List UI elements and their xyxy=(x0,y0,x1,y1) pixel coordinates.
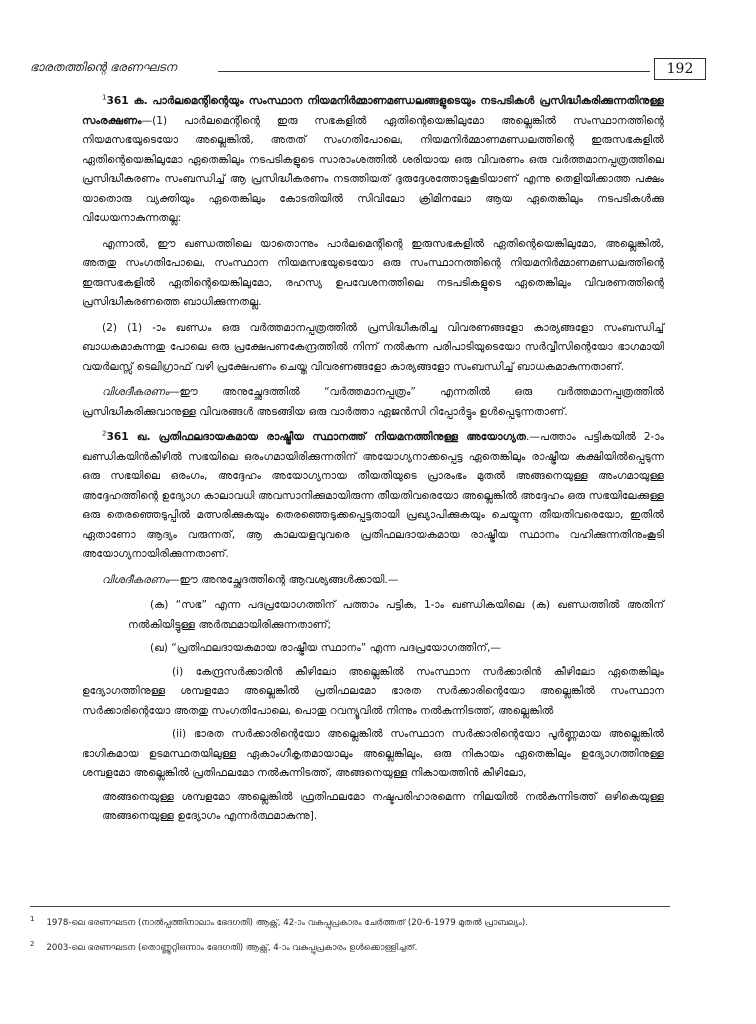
sub-item-ii: (ii) ഭാരത സർക്കാരിന്റെയോ അല്ലെങ്കിൽ സംസ്ഥാന സർക്കാരിന്റെയോ പൂർണ്ണമായ അല്ലെങ്കിൽ ഭാഗികമായ ഉടമസ്ഥതയിലുള്ള ഏകാംഗീകൃതമായാലും അല്ലെങ്കിലും, ഒരു നികായം ഏതെങ്കിലും ഉദ്യോഗത്തിനുള്ള ശമ്പളമോ അല്ലെങ്കിൽ പ്രതിഫലമോ നൽകുന്നിടത്ത്, അങ്ങനെയുള്ള നികായത്തിൻ കീഴിലോ, xyxy=(82,728,664,779)
clause-text: —(1) പാർലമെന്റിന്റെ ഇരു സഭകളിൽ ഏതിന്റെയെങ്കിലുമോ അല്ലെങ്കിൽ സംസ്ഥാനത്തിന്റെ നിയമസഭയുടെയോ അല്ലെങ്കിൽ, അതത് സംഗതിപോലെ, നിയമനിർമ്മാണമണ്ഡലത്തിന്റെ ഇരുസഭകളിൽ ഏതിന്റെയെങ്കിലുമോ ഏതെങ്കിലും നടപടികളുടെ സാരാംശത്തിൽ ശരിയായ ഒരു വിവരണം ഒരു വർത്തമാനപ്പത്രത്തിലെ പ്രസിദ്ധീകരണം സംബന്ധിച്ച് ആ പ്രസിദ്ധീകരണം നടത്തിയത് ദുരുദ്ദേശത്തോടുകൂടിയാണ് എന്നു തെളിയിക്കാത്ത പക്ഷം യാതൊരു വ്യക്തിയും ഏതെങ്കിലും കോടതിയിൽ സിവിലോ ക്രിമിനലോ ആയ ഏതെങ്കിലും നടപടികൾക്കു വിധേയനാകുന്നതല്ല: xyxy=(82,114,664,224)
explanation-paragraph xyxy=(82,571,664,591)
footnote-ref: 2 xyxy=(102,429,107,438)
footnote xyxy=(30,937,670,956)
explanation-label: വിശദീകരണം xyxy=(102,386,169,398)
closing-text: അങ്ങനെയുള്ള ശമ്പളമോ അല്ലെങ്കിൽ ഫ്രതിഫലമോ നഷ്ടപരിഹാരമെന്ന നിലയിൽ നൽകുന്നിടത്ത് ഒഴികെയുള്ള അങ്ങനെയുള്ള ഉദ്യോഗം എന്നർത്ഥമാകുന്നു]. xyxy=(102,790,664,822)
page-number: 192 xyxy=(654,58,706,80)
article-heading: പാർലമെന്റിന്റെയും സംസ്ഥാന നിയമനിർമ്മാണമണ്ഡലങ്ങളുടെയും നടപടികൾ പ്രസിദ്ധീകരിക്കുന്നതിനുള്ള സംരക്ഷണം xyxy=(82,95,665,127)
page-header xyxy=(30,58,730,82)
running-title: ഭാരതത്തിന്റെ ഭരണഘടന xyxy=(30,60,177,74)
article-361b xyxy=(82,428,664,565)
article-number: 361 ക. xyxy=(106,95,148,107)
clause-2-paragraph: (2) (1) -ാം ഖണ്ഡം ഒരു വർത്തമാനപ്പത്രത്തിൽ പ്രസിദ്ധീകരിച്ച വിവരണങ്ങളോ കാര്യങ്ങളോ സംബന്ധിച്ച് ബാധകമാകുന്നതു പോലെ ഒരു പ്രക്ഷേപണകേന്ദ്രത്തിൽ നിന്ന് നൽകുന്ന പരിപാടിയുടെയോ സർവ്വീസിന്റെയോ ഭാഗമായി വയർലസ്സ് ടെലിഗ്രാഫ് വഴി പ്രക്ഷേപണം ചെയ്ത വിവരണങ്ങളോ കാര്യങ്ങളോ സംബന്ധിച്ച് ബാധകമാകുന്നതാണ്. xyxy=(82,321,664,373)
item-ka: (ക) “സഭ” എന്ന പദപ്രയോഗത്തിന് പത്താം പട്ടിക, 1-ാം ഖണ്ഡികയിലെ (ക) ഖണ്ഡത്തിൽ അതിന് നൽകിയിട്ടുള്ള അർത്ഥമായിരിക്കുന്നതാണ്; xyxy=(128,599,664,631)
footnote-ref: 1 xyxy=(102,93,107,102)
article-number: 361 ഖ. xyxy=(106,431,151,443)
explanation-text: —ഈ അനുച്ഛേദത്തിൽ “വർത്തമാനപ്പത്രം” എന്നതിൽ ഒരു വർത്തമാനപ്പത്രത്തിൽ പ്രസിദ്ധീകരിക്കുവാനുള്ള വിവരങ്ങൾ അടങ്ങിയ ഒരു വാർത്താ ഏജൻസി റിപ്പോർട്ടും ഉൾപ്പെടുന്നതാണ്. xyxy=(82,386,664,418)
proviso-paragraph: എന്നാൽ, ഈ ഖണ്ഡത്തിലെ യാതൊന്നും പാർലമെന്റിന്റെ ഇരുസഭകളിൽ ഏതിന്റെയെങ്കിലുമോ, അല്ലെങ്കിൽ, അതതു സംഗതിപോലെ, സംസ്ഥാന നിയമസഭയുടെയോ ഒരു സംസ്ഥാനത്തിന്റെ നിയമനിർമ്മാണമണ്ഡലത്തിന്റെ ഇരുസഭകളിൽ ഏതിന്റെയെങ്കിലുമോ, രഹസ്യ ഉപവേശനത്തിലെ നടപടികളുടെ ഏതെങ്കിലും വിവരണത്തിന്റെ പ്രസിദ്ധീകരണത്തെ ബാധിക്കുന്നതല്ല. xyxy=(82,237,664,308)
article-heading: പ്രതിഫലദായകമായ രാഷ്ട്രീയ സ്ഥാനത്ത് നിയമനത്തിനുള്ള അയോഗ്യത xyxy=(158,431,526,443)
footnote-number: 2 xyxy=(30,939,35,948)
footnote-text: 2003-ലെ ഭരണഘടന (തൊണ്ണൂറ്റിഒന്നാം ഭേദഗതി) ആക്റ്റ്, 4-ാം വകുപ്പുപ്രകാരം ഉൾക്കൊള്ളിച്ചത്. xyxy=(46,942,418,953)
footnote-rule xyxy=(30,906,670,907)
footnote xyxy=(30,912,670,931)
header-rule xyxy=(218,71,650,72)
explanation-intro: —ഈ അനുച്ഛേദത്തിന്റെ ആവശ്യങ്ങൾക്കായി.— xyxy=(168,573,399,586)
item-kha: (ഖ) “പ്രതിഫലദായകമായ രാഷ്ട്രീയ സ്ഥാനം” എന്ന പദപ്രയോഗത്തിന്,— xyxy=(150,642,501,654)
article-361a xyxy=(82,92,664,229)
sub-item-i: (i) കേന്ദ്രസർക്കാരിൻ കീഴിലോ അല്ലെങ്കിൽ സംസ്ഥാന സർക്കാരിൻ കീഴിലോ ഏതെങ്കിലും ഉദ്യോഗത്തിനുള്ള ശമ്പളമോ അല്ലെങ്കിൽ പ്രതിഫലമോ ഭാരത സർക്കാരിന്റെയോ അല്ലെങ്കിൽ സംസ്ഥാന സർക്കാരിന്റെയോ അതതു സംഗതിപോലെ, പൊതു റവന്യൂവിൽ നിന്നും നൽകുന്നിടത്ത്, അല്ലെങ്കിൽ xyxy=(82,665,664,717)
article-body: .—പത്താം പട്ടികയിൽ 2-ാം ഖണ്ഡികയിൻകീഴിൽ സഭയിലെ ഒരംഗമായിരിക്കുന്നതിന് അയോഗ്യനാക്കപ്പെട്ട ഏതെങ്കിലും രാഷ്ട്രീയ കക്ഷിയിൽപ്പെടുന്ന ഒരു സഭയിലെ ഒരംഗം, അദ്ദേഹം അയോഗ്യനായ തീയതിയുടെ പ്രാരംഭം മുതൽ അങ്ങനെയുള്ള അംഗമായുള്ള അദ്ദേഹത്തിന്റെ ഉദ്യോഗ കാലാവധി അവസാനിക്കുമായിരുന്ന തീയതിവരെയോ അല്ലെങ്കിൽ അദ്ദേഹം ഒരു സഭയിലേക്കുള്ള ഒരു തെരഞ്ഞെടുപ്പിൽ മത്സരിക്കുകയും തെരഞ്ഞെടുക്കപ്പെട്ടതായി പ്രഖ്യാപിക്കുകയും ചെയ്യുന്ന തീയതിവരെയോ, ഇതിൽ ഏതാണോ ആദ്യം വരുന്നത്, ആ കാലയളവുവരെ പ്രതിഫലദായകമായ രാഷ്ട്രീയ സ്ഥാനം വഹിക്കുന്നതിനുംകൂടി അയോഗ്യനായിരിക്കുന്നതാണ്. xyxy=(82,431,665,560)
explanation-label: വിശദീകരണം xyxy=(102,573,169,586)
footnote-text: 1978-ലെ ഭരണഘടന (നാൽപ്പത്തിനാലാം ഭേദഗതി) ആക്റ്റ്, 42-ാം വകുപ്പുപ്രകാരം ചേർത്തത് (20-6-1979 മുതൽ പ്രാബല്യം). xyxy=(46,917,528,928)
page-body xyxy=(82,92,664,833)
explanation-paragraph xyxy=(82,383,664,422)
footnote-number: 1 xyxy=(30,915,35,923)
footnotes xyxy=(30,912,670,962)
